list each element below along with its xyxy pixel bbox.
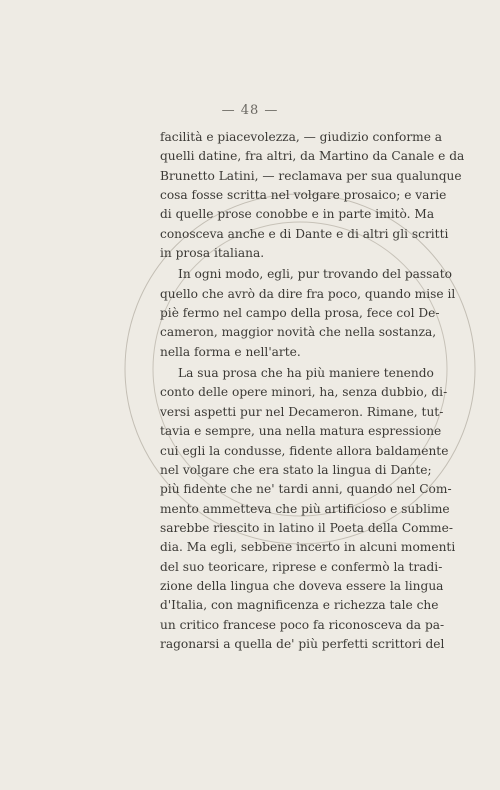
- paragraph: [160, 265, 456, 362]
- text-line: più fidente che ne' tardi anni, quando nel Com-: [160, 482, 452, 497]
- text-line: quello che avrò da dire fra poco, quando mise il: [160, 286, 456, 301]
- text-line: conto delle opere minori, ha, senza dubbio, di-: [160, 385, 448, 400]
- text-line: nel volgare che era stato la lingua di Dante;: [160, 462, 432, 477]
- text-line: nella forma e nell'arte.: [160, 344, 301, 359]
- text-line: dia. Ma egli, sebbene incerto in alcuni momenti: [160, 540, 456, 555]
- text-line: cui egli la condusse, fidente allora baldamente: [160, 443, 449, 458]
- text-line: La sua prosa che ha più maniere tenendo: [178, 366, 434, 381]
- text-line: In ogni modo, egli, pur trovando del passato: [178, 267, 452, 282]
- text-line: d'Italia, con magnificenza e richezza tale che: [160, 598, 439, 613]
- text-line: cameron, maggior novità che nella sostanza,: [160, 325, 437, 340]
- text-line: facilità e piacevolezza, — giudizio conforme a: [160, 130, 443, 144]
- text-line: tavia e sempre, una nella matura espressione: [160, 424, 442, 439]
- text-line: piè fermo nel campo della prosa, fece col De-: [160, 306, 440, 321]
- text-line: conosceva anche e di Dante e di altri gli scritti: [160, 226, 449, 241]
- text-line: quelli datine, fra altri, da Martino da Canale e da: [160, 149, 465, 164]
- paragraph: [160, 128, 465, 263]
- text-line: Brunetto Latini, — reclamava per sua qualunque: [160, 168, 462, 183]
- text-line: zione della lingua che doveva essere la lingua: [160, 578, 444, 593]
- text-line: versi aspetti pur nel Decameron. Rimane, tut-: [160, 404, 444, 419]
- text-line: sarebbe riescito in latino il Poeta della Comme-: [160, 520, 453, 535]
- text-line: del suo teoricare, riprese e confermò la tradi-: [160, 559, 443, 574]
- page-number: — 48 —: [221, 103, 279, 118]
- paragraph: [160, 364, 456, 654]
- body-text: [160, 128, 465, 656]
- text-line: ragonarsi a quella de' più perfetti scrittori del: [160, 636, 445, 651]
- text-line: un critico francese poco fa riconosceva da pa-: [160, 617, 445, 632]
- text-line: in prosa italiana.: [160, 246, 265, 261]
- text-line: cosa fosse scritta nel volgare prosaico; e varie: [160, 188, 447, 203]
- text-line: mento ammetteva che più artificioso e sublime: [160, 501, 450, 516]
- text-line: di quelle prose conobbe e in parte imitò. Ma: [160, 207, 435, 222]
